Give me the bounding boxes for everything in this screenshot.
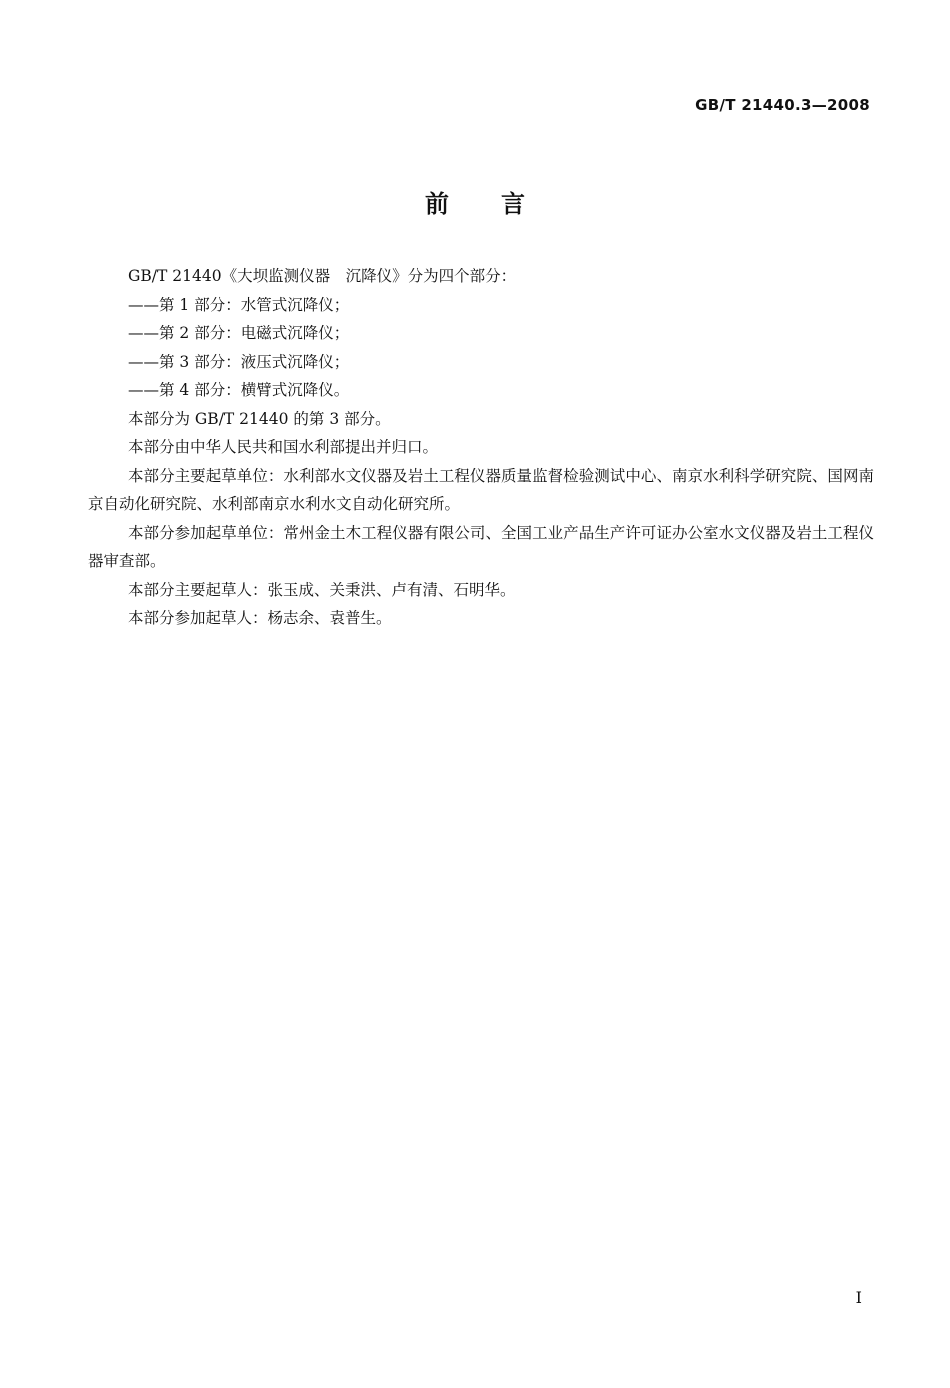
main-drafting-units-paragraph: 本部分主要起草单位：水利部水文仪器及岩土工程仪器质量监督检验测试中心、南京水利科学研究院、国网南京自动化研究院、水利部南京水利水文自动化研究所。: [88, 466, 874, 513]
page-number: I: [855, 1288, 862, 1307]
standard-number: GB/T 21440.3—2008: [695, 96, 870, 114]
list-item-part3: ——第 3 部分：液压式沉降仪；: [128, 352, 350, 371]
foreword-body: [88, 262, 874, 633]
list-item-part2: ——第 2 部分：电磁式沉降仪；: [128, 324, 350, 342]
list-item-part4: ——第 4 部分：横臂式沉降仪。: [128, 381, 350, 399]
participating-units-paragraph: 本部分参加起草单位：常州金土木工程仪器有限公司、全国工业产品生产许可证办公室水文仪器及岩土工程仪器审查部。: [88, 523, 874, 570]
proposed-by-paragraph: 本部分由中华人民共和国水利部提出并归口。: [128, 438, 439, 456]
main-drafters-paragraph: 本部分主要起草人：张玉成、关秉洪、卢有清、石明华。: [128, 580, 516, 599]
list-item-part1: ——第 1 部分：水管式沉降仪；: [128, 295, 350, 314]
this-part-paragraph: 本部分为 GB/T 21440 的第 3 部分。: [128, 409, 391, 428]
page-title: 前言: [425, 190, 577, 218]
participating-drafters-paragraph: 本部分参加起草人：杨志余、袁普生。: [128, 609, 392, 627]
intro-paragraph: GB/T 21440《大坝监测仪器 沉降仪》分为四个部分：: [128, 267, 517, 285]
